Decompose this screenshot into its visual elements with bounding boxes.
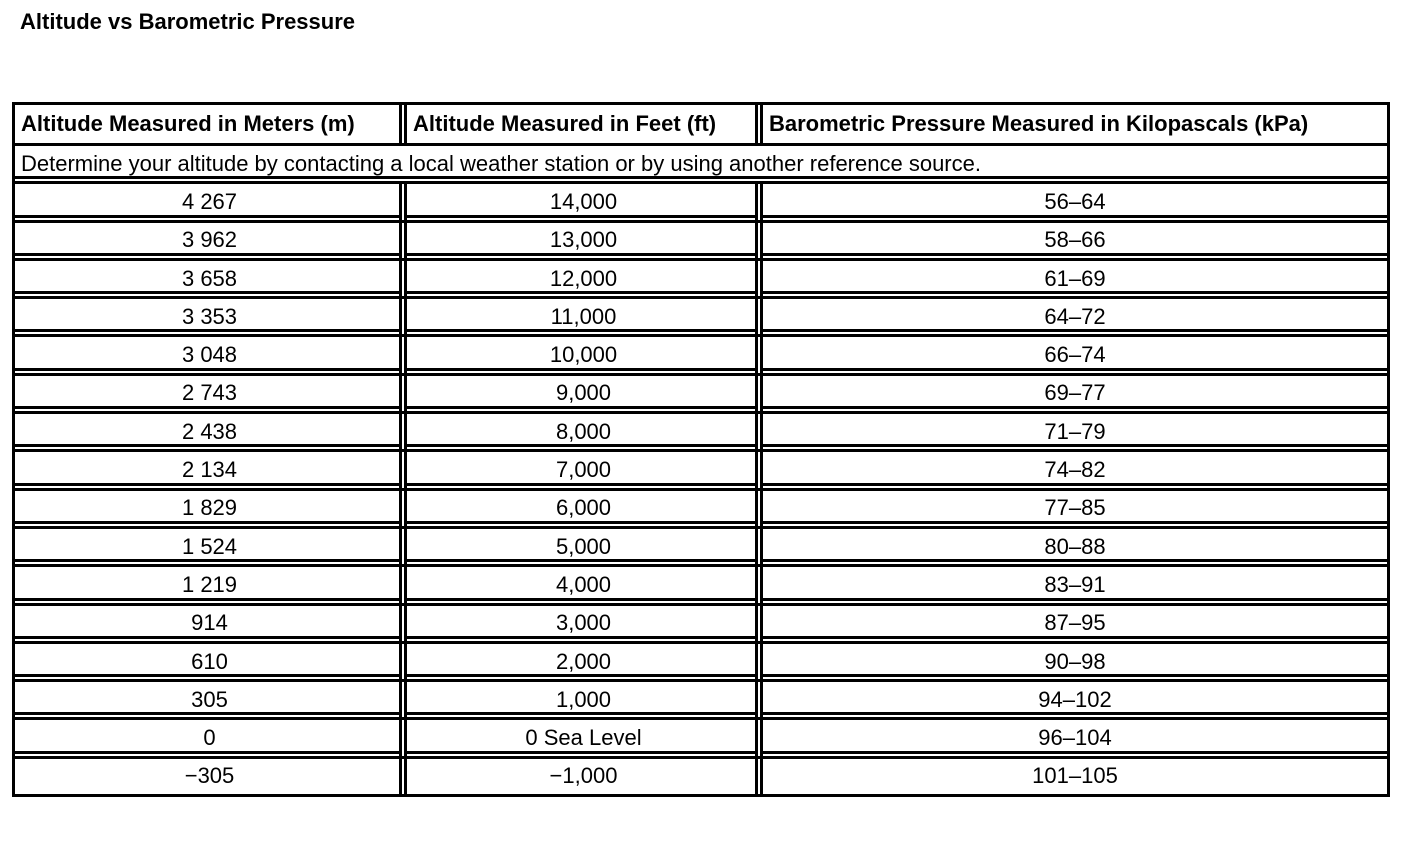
cell-pressure: 74–82 [763,452,1390,490]
cell-pressure: 64–72 [763,299,1390,337]
table-row [15,529,1390,567]
column-header-meters: Altitude Measured in Meters (m) [15,105,407,146]
cell-feet: 9,000 [407,376,763,414]
cell-feet: −1,000 [407,759,763,797]
cell-feet: 10,000 [407,337,763,375]
table-note: Determine your altitude by contacting a local weather station or by using another reference source. [15,146,1390,184]
cell-pressure: 56–64 [763,184,1390,222]
table-row [15,337,1390,375]
cell-pressure: 69–77 [763,376,1390,414]
cell-meters: 2 134 [15,452,407,490]
cell-feet: 14,000 [407,184,763,222]
table-row [15,491,1390,529]
cell-meters: 3 353 [15,299,407,337]
cell-pressure: 77–85 [763,491,1390,529]
table-row [15,606,1390,644]
cell-meters: 2 743 [15,376,407,414]
cell-meters: 305 [15,682,407,720]
altitude-pressure-table [12,102,1390,797]
table-row [15,567,1390,605]
table-row [15,720,1390,758]
table-row [15,682,1390,720]
table-note-row [15,146,1390,184]
cell-feet: 6,000 [407,491,763,529]
cell-meters: 4 267 [15,184,407,222]
table-row [15,414,1390,452]
cell-feet: 5,000 [407,529,763,567]
table-row [15,223,1390,261]
table-row [15,644,1390,682]
cell-pressure: 96–104 [763,720,1390,758]
cell-pressure: 80–88 [763,529,1390,567]
cell-meters: 1 219 [15,567,407,605]
cell-pressure: 71–79 [763,414,1390,452]
cell-meters: 3 658 [15,261,407,299]
cell-feet: 3,000 [407,606,763,644]
cell-meters: 914 [15,606,407,644]
cell-pressure: 90–98 [763,644,1390,682]
cell-feet: 11,000 [407,299,763,337]
column-header-pressure: Barometric Pressure Measured in Kilopascals (kPa) [763,105,1390,146]
cell-feet: 2,000 [407,644,763,682]
cell-meters: 3 048 [15,337,407,375]
table-row [15,376,1390,414]
cell-meters: 3 962 [15,223,407,261]
column-header-feet: Altitude Measured in Feet (ft) [407,105,763,146]
cell-meters: 0 [15,720,407,758]
table-row [15,759,1390,797]
cell-feet: 8,000 [407,414,763,452]
table-row [15,184,1390,222]
cell-pressure: 87–95 [763,606,1390,644]
table-row [15,261,1390,299]
cell-meters: −305 [15,759,407,797]
cell-feet: 7,000 [407,452,763,490]
cell-meters: 2 438 [15,414,407,452]
cell-meters: 1 829 [15,491,407,529]
cell-pressure: 83–91 [763,567,1390,605]
table-row [15,452,1390,490]
cell-pressure: 66–74 [763,337,1390,375]
cell-feet: 12,000 [407,261,763,299]
table-row [15,299,1390,337]
cell-pressure: 58–66 [763,223,1390,261]
cell-feet: 1,000 [407,682,763,720]
page-title: Altitude vs Barometric Pressure [20,9,356,34]
cell-feet: 13,000 [407,223,763,261]
cell-feet: 4,000 [407,567,763,605]
cell-meters: 1 524 [15,529,407,567]
cell-pressure: 101–105 [763,759,1390,797]
table-header-row [15,105,1390,146]
cell-meters: 610 [15,644,407,682]
cell-pressure: 61–69 [763,261,1390,299]
cell-feet: 0 Sea Level [407,720,763,758]
cell-pressure: 94–102 [763,682,1390,720]
